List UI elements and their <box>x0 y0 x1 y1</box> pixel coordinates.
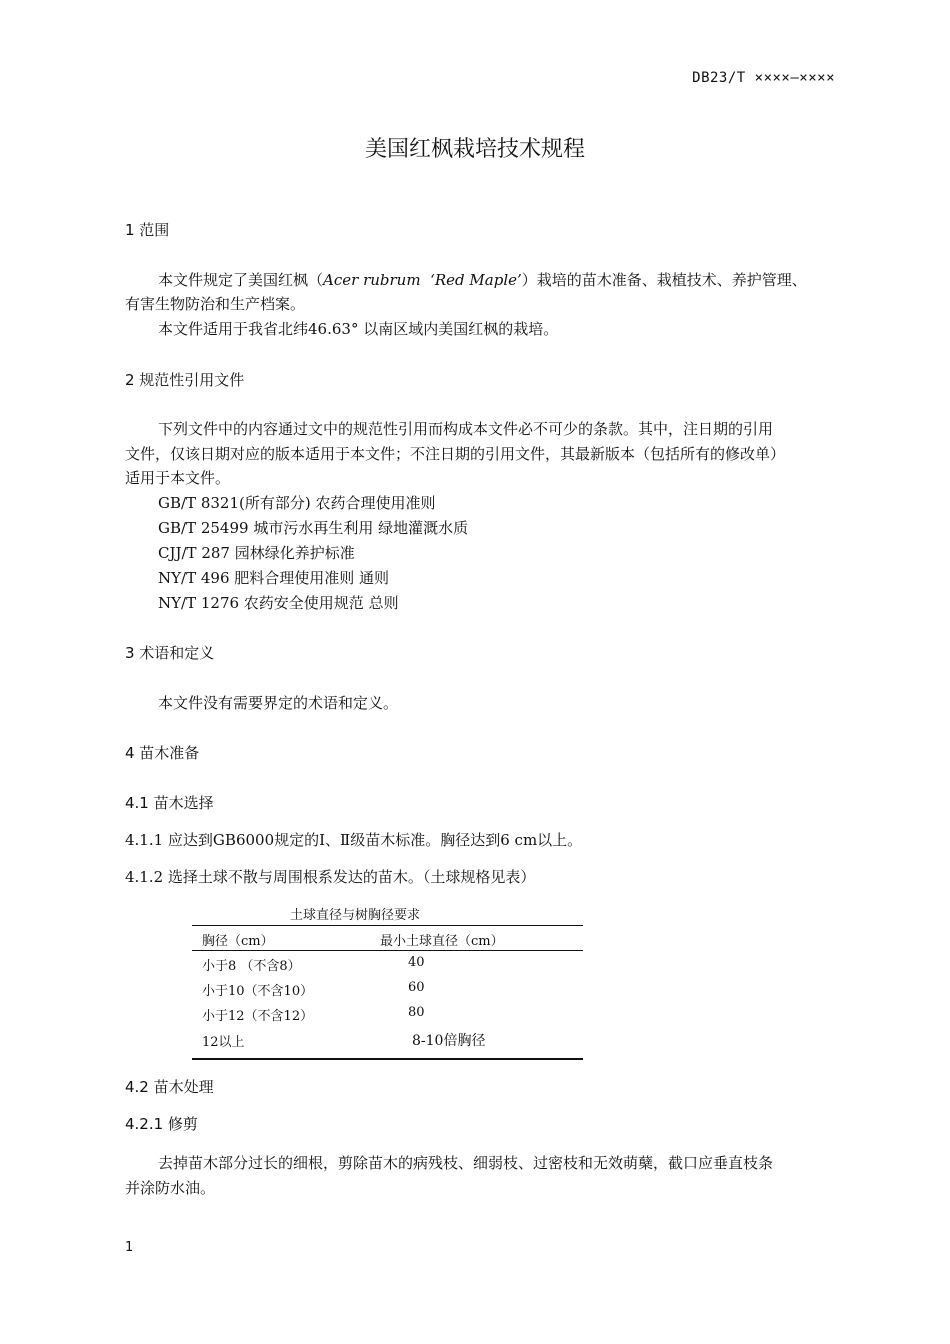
section-4-1-heading: 4.1 苗木选择 <box>125 794 214 812</box>
reference-item: NY/T 1276 农药安全使用规范 总则 <box>158 594 399 612</box>
clause-4-1-2: 4.1.2 选择土球不散与周围根系发达的苗木。（土球规格见表） <box>125 868 536 886</box>
section-2-line-2: 文件，仅该日期对应的版本适用于本文件；不注日期的引用文件，其最新版本（包括所有的修改单） <box>125 445 786 463</box>
page-number: 1 <box>125 1240 134 1255</box>
section-1-heading: 1 范围 <box>125 221 170 239</box>
section-2-heading: 2 规范性引用文件 <box>125 371 245 389</box>
table-cell: 80 <box>408 1005 425 1020</box>
p1-text-b: ）栽培的苗木准备、栽植技术、养护管理、 <box>521 271 807 289</box>
document-code: DB23/T ××××—×××× <box>692 70 835 86</box>
reference-item: CJJ/T 287 园林绿化养护标准 <box>158 544 355 562</box>
section-1-paragraph-1-line-2: 有害生物防治和生产档案。 <box>125 295 306 313</box>
section-4-2-1-heading: 4.2.1 修剪 <box>125 1115 198 1133</box>
table-cell: 40 <box>408 955 425 970</box>
clause-4-1-1: 4.1.1 应达到GB6000规定的Ⅰ、Ⅱ级苗木标准。胸径达到6 cm以上。 <box>125 831 583 849</box>
table-top-rule <box>192 925 583 926</box>
table-cell: 小于12（不含12） <box>202 1009 314 1024</box>
latin-name: Acer rubrum <box>323 271 421 289</box>
section-1-paragraph-1 <box>158 269 807 290</box>
table-header-rule <box>192 950 583 951</box>
table-cell: 小于8 （不含8） <box>202 959 301 974</box>
table-cell: 60 <box>408 980 425 995</box>
table-cell: 12以上 <box>202 1035 245 1050</box>
reference-item: NY/T 496 肥料合理使用准则 通则 <box>158 569 390 587</box>
table-cell: 小于10（不含10） <box>202 984 314 999</box>
section-3-heading: 3 术语和定义 <box>125 644 215 662</box>
clause-4-2-1-line-1: 去掉苗木部分过长的细根，剪除苗木的病残枝、细弱枝、过密枝和无效萌蘖，截口应垂直枝条 <box>158 1154 774 1172</box>
cultivar-name: ‘Red Maple’ <box>430 271 522 289</box>
section-4-2-heading: 4.2 苗木处理 <box>125 1078 214 1096</box>
reference-item: GB/T 8321(所有部分) 农药合理使用准则 <box>158 494 436 512</box>
clause-4-2-1-line-2: 并涂防水油。 <box>125 1179 216 1197</box>
section-2-line-3: 适用于本文件。 <box>125 469 231 487</box>
table-header-diameter: 胸径（cm） <box>202 934 274 949</box>
section-2-line-1: 下列文件中的内容通过文中的规范性引用而构成本文件必不可少的条款。其中，注日期的引用 <box>158 420 774 438</box>
p1-text-a: 本文件规定了美国红枫（ <box>158 271 324 289</box>
table-header-ball: 最小土球直径（cm） <box>380 934 504 949</box>
table-bottom-rule <box>192 1058 583 1060</box>
section-3-paragraph: 本文件没有需要界定的术语和定义。 <box>158 694 399 712</box>
page-title: 美国红枫栽培技术规程 <box>364 137 585 162</box>
section-4-heading: 4 苗木准备 <box>125 744 200 762</box>
section-1-paragraph-2: 本文件适用于我省北纬46.63° 以南区域内美国红枫的栽培。 <box>158 320 559 338</box>
table-caption: 土球直径与树胸径要求 <box>290 908 421 923</box>
table-cell: 8-10倍胸径 <box>412 1033 486 1049</box>
reference-item: GB/T 25499 城市污水再生利用 绿地灌溉水质 <box>158 519 469 537</box>
